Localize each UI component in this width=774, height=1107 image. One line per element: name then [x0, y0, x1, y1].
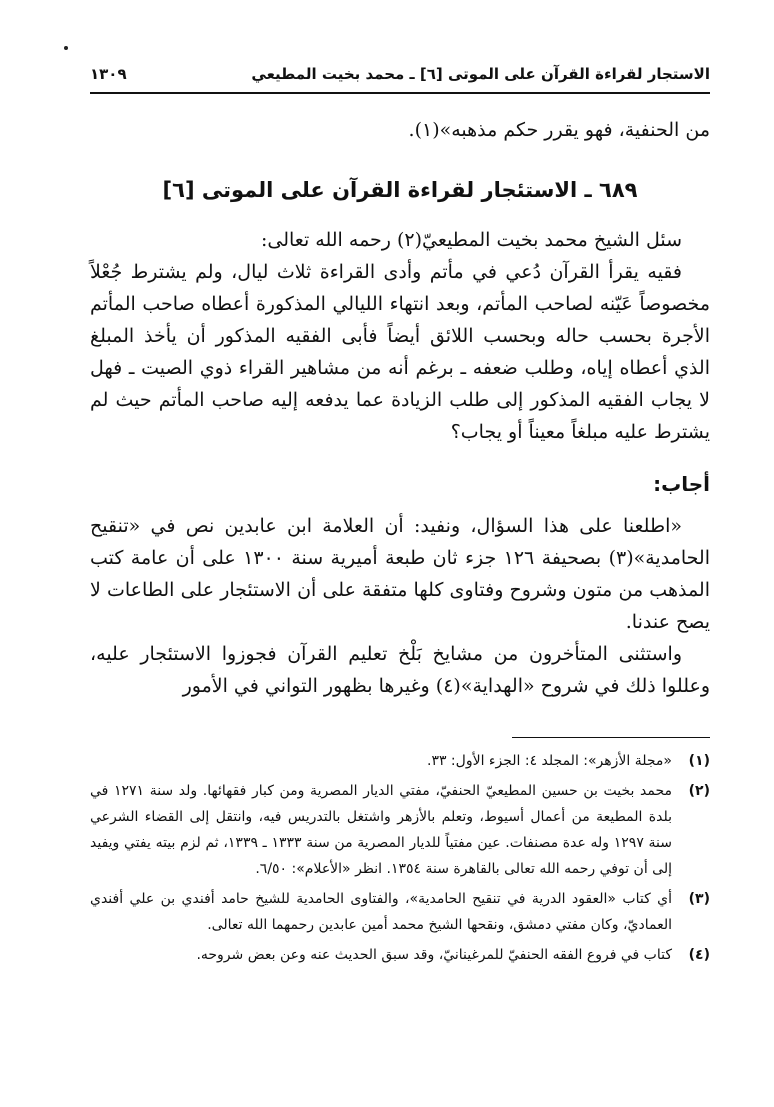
footnote-number: (٢): [688, 783, 710, 799]
running-title: الاستجار لقراءة القرآن على الموتى [٦] ـ محمد بخيت المطيعي: [251, 65, 710, 83]
question-block: [90, 224, 710, 448]
intro-paragraph: [90, 114, 710, 146]
footnote-text: كتاب في فروع الفقه الحنفيّ للمرغينانيّ، وقد سبق الحديث عنه وعن بعض شروحه.: [196, 947, 672, 963]
footnote-text: أي كتاب «العقود الدرية في تنقيح الحامدية»، والفتاوى الحامدية للشيخ حامد أفندي بن علي أفندي العماديّ، وكان مفتي دمشق، ونقحها الشيخ محمد أمين عابدين رحمهما الله تعالى.: [90, 891, 672, 933]
footnote-rule: [512, 737, 710, 738]
footnote-number: (٣): [688, 891, 710, 907]
footnote: [90, 886, 710, 938]
footnote: [90, 942, 710, 968]
stray-dot: [64, 46, 68, 50]
footnote-number: (٤): [688, 947, 710, 963]
question-body: فقيه يقرأ القرآن دُعي في مأتم وأدى القراءة ثلاث ليال، ولم يشترط جُعْلاً مخصوصاً عَيّنه لصاحب المأتم، وبعد انتهاء الليالي المذكورة أعطاه صاحب المأتم الأجرة بحسب حاله وبحسب اللائق أيضاً فأبى الفقيه المذكور أن يأخذ المبلغ الذي أعطاه إياه، وطلب ضعفه ـ برغم أنه من مشاهير القراء ذوي الصيت ـ فهل لا يجاب الفقيه المذكور إلى طلب الزيادة عما يدفعه إليه صاحب المأتم حيث لم يشترط عليه مبلغاً معيناً أو يجاب؟: [90, 261, 710, 443]
intro-text: من الحنفية، فهو يقرر حكم مذهبه»(١).: [408, 119, 710, 141]
footnote-text: محمد بخيت بن حسين المطيعيّ الحنفيّ، مفتي الديار المصرية ومن كبار فقهائها. ولد سنة ١٢٧١ في بلدة المطيعة من أعمال أسيوط، وتعلم بالأزهر واشتغل بالتدريس فيه، وانتقل إلى القضاء الشرعي سنة ١٢٩٧ وله عدة مصنفات. عين مفتياً للديار المصرية من سنة ١٣٣٣ ـ ١٣٣٩، ثم لزم بيته يفتي ويفيد إلى أن توفي رحمه الله تعالى بالقاهرة سنة ١٣٥٤. انظر «الأعلام»: ٦/٥٠.: [90, 783, 673, 877]
answer-block: [90, 510, 710, 702]
section-title: ٦٨٩ ـ الاستئجار لقراءة القرآن على الموتى [٦]: [162, 178, 638, 202]
footnote-number: (١): [688, 753, 710, 769]
footnote: [90, 748, 710, 774]
footnote: [90, 778, 710, 882]
answer-heading: أجاب:: [653, 472, 710, 496]
footnotes: [90, 748, 710, 972]
page-header: [90, 60, 710, 88]
header-rule: [90, 92, 710, 94]
question-lead: سئل الشيخ محمد بخيت المطيعيّ(٢) رحمه الله تعالى:: [260, 229, 682, 251]
footnote-text: «مجلة الأزهر»: المجلد ٤: الجزء الأول: ٣٣.: [426, 753, 672, 769]
answer-paragraph-1: «اطلعنا على هذا السؤال، ونفيد: أن العلامة ابن عابدين نص في «تنقيح الحامدية»(٣) بصحيفة ١٢٦ جزء ثان طبعة أميرية سنة ١٣٠٠ على أن عامة كتب المذهب من متون وشروح وفتاوى كلها متفقة على أن الاستئجار على الطاعات لا يصح عندنا.: [90, 515, 710, 633]
answer-paragraph-2: واستثنى المتأخرون من مشايخ بَلْخ تعليم القرآن فجوزوا الاستئجار عليه، وعللوا ذلك في شروح «الهداية»(٤) وغيرها بظهور التواني في الأمور: [90, 643, 710, 697]
page-number: ١٣٠٩: [90, 65, 127, 83]
